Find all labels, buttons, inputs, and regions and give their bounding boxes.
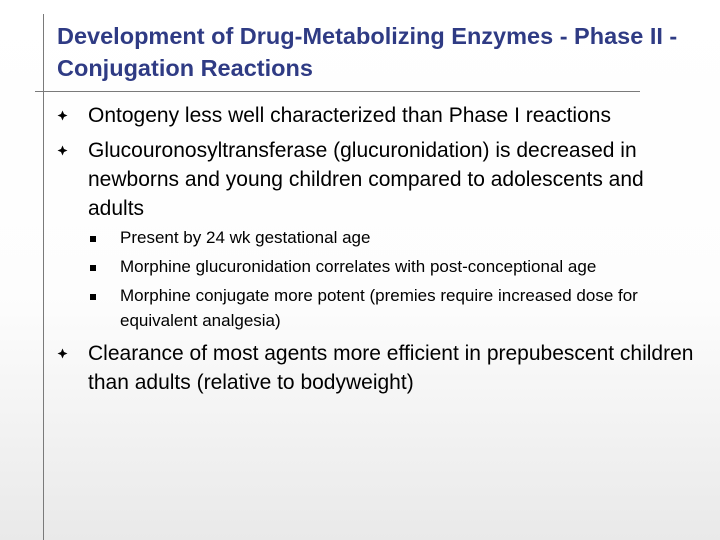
square-bullet-icon xyxy=(90,265,96,271)
vertical-rule xyxy=(43,14,44,540)
slide-title: Development of Drug-Metabolizing Enzymes - Phase II - Conjugation Reactions xyxy=(57,23,678,81)
bullet-item xyxy=(88,136,700,223)
sub-bullet-item xyxy=(120,226,700,251)
bullet-text: Clearance of most agents more efficient in prepubescent children than adults (relative to bodyweight) xyxy=(88,342,694,394)
sub-bullet-text: Present by 24 wk gestational age xyxy=(120,228,371,247)
square-bullet-icon xyxy=(90,236,96,242)
diamond-bullet-icon xyxy=(57,348,68,359)
diamond-bullet-icon xyxy=(57,110,68,121)
sub-bullet-text: Morphine conjugate more potent (premies require increased dose for equivalent analgesia) xyxy=(120,286,638,330)
diamond-bullet-icon xyxy=(57,145,68,156)
sub-bullet-text: Morphine glucuronidation correlates with post-conceptional age xyxy=(120,257,597,276)
bullet-item xyxy=(88,101,700,130)
square-bullet-icon xyxy=(90,294,96,300)
sub-bullet-item xyxy=(120,255,700,280)
bullet-text: Ontogeny less well characterized than Phase I reactions xyxy=(88,104,611,127)
title-underline xyxy=(35,91,640,92)
bullet-text: Glucouronosyltransferase (glucuronidation) is decreased in newborns and young children compared to adolescents and adults xyxy=(88,139,644,220)
sub-bullet-item xyxy=(120,284,700,333)
bullet-item xyxy=(88,339,700,397)
